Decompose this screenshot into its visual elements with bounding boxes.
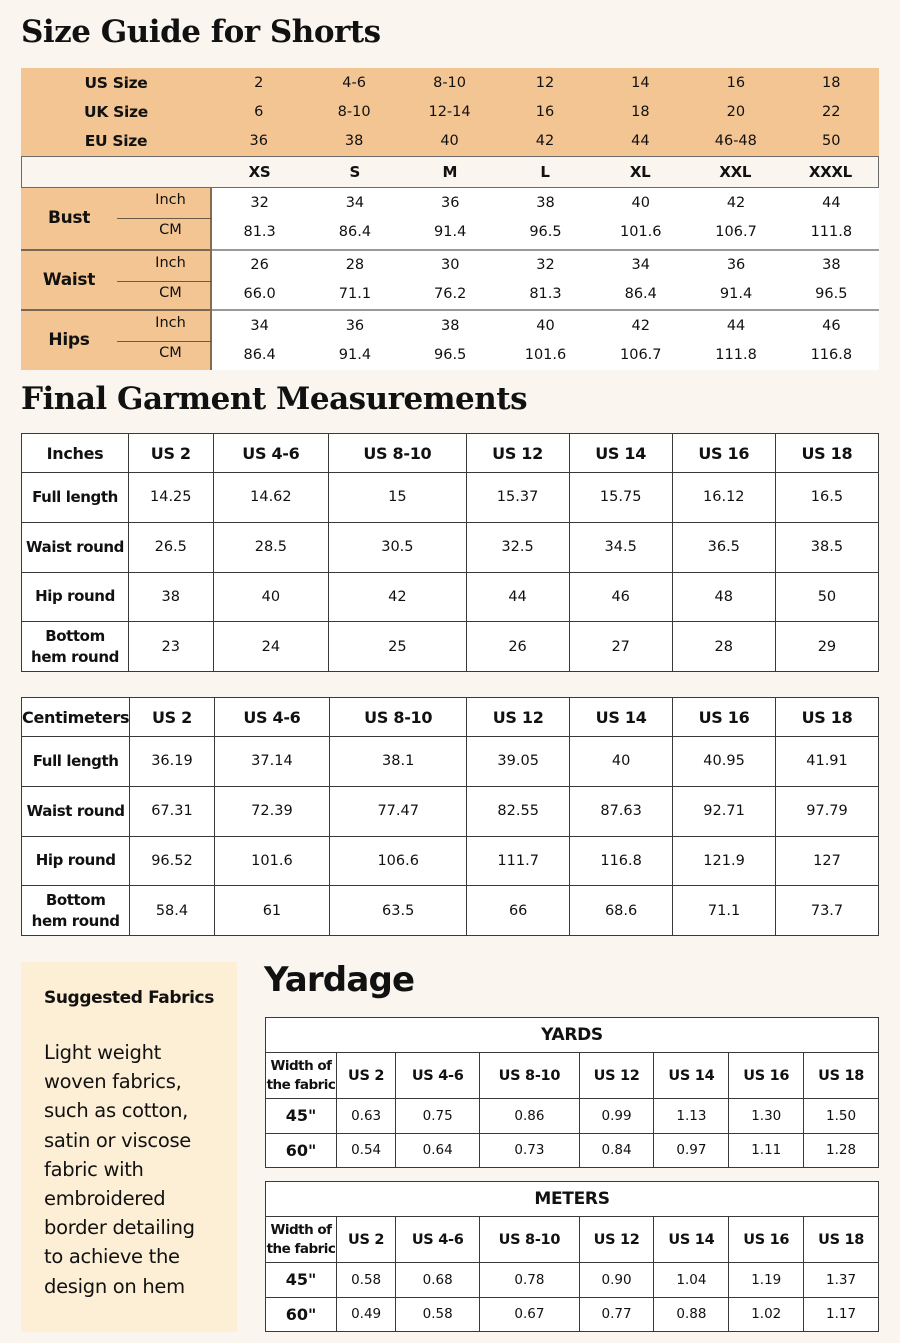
width-header	[266, 1217, 337, 1263]
unit-inch-label: Inch	[155, 192, 186, 208]
table-caption: METERS	[266, 1182, 879, 1217]
size-guide-title: Size Guide for Shorts	[21, 14, 381, 50]
unit-inch-label: Inch	[155, 315, 186, 331]
size-system-row	[21, 68, 879, 97]
size-value: 40	[440, 133, 459, 150]
measurement-value: 44	[822, 194, 841, 211]
measurement-value: 91.4	[719, 286, 753, 302]
cell-value: 28.5	[213, 522, 329, 572]
cell-value: 0.99	[579, 1099, 654, 1134]
measurement-value: 111.8	[715, 346, 757, 363]
size-header: US 2	[337, 1217, 396, 1263]
size-value: 50	[822, 133, 841, 150]
row-label: Waist round	[22, 786, 130, 836]
cell-value: 1.13	[654, 1099, 729, 1134]
size-header: US 16	[672, 434, 775, 473]
row-label	[22, 886, 130, 936]
cell-value: 0.58	[396, 1297, 480, 1332]
size-system-row	[21, 97, 879, 126]
width-header	[266, 1053, 337, 1099]
measurement-value: 106.7	[620, 346, 662, 363]
letter-size: XXL	[719, 163, 752, 181]
size-value: 8-10	[337, 103, 371, 120]
measurement-value: 36	[440, 194, 460, 211]
size-header: US 18	[804, 1053, 879, 1099]
size-header: US 14	[569, 434, 672, 473]
cell-value: 106.6	[330, 836, 467, 886]
cell-value: 14.25	[129, 473, 214, 523]
cell-value: 26.5	[129, 522, 214, 572]
unit-divider	[117, 281, 212, 282]
size-header: US 18	[804, 1217, 879, 1263]
table-row	[266, 1133, 879, 1168]
size-system-label: US Size	[84, 73, 148, 92]
measurement-value: 86.4	[624, 286, 657, 302]
cell-value: 0.90	[579, 1263, 654, 1298]
measurement-value: 42	[631, 317, 650, 334]
cell-value: 0.73	[480, 1133, 580, 1168]
cell-value: 111.7	[467, 836, 570, 886]
measurement-labels	[21, 188, 212, 370]
measurement-value: 32	[536, 257, 555, 273]
cell-value: 1.02	[729, 1297, 804, 1332]
size-header: US 4-6	[213, 434, 329, 473]
size-value: 14	[631, 74, 650, 91]
cell-value: 40	[570, 737, 673, 787]
row-label: Waist round	[22, 522, 129, 572]
cell-value: 42	[329, 572, 466, 622]
cell-value: 58.4	[130, 886, 214, 936]
unit-cm-label: CM	[159, 284, 182, 301]
cell-value: 1.04	[654, 1263, 729, 1298]
measurement-row-inch	[212, 251, 879, 280]
measurement-value: 111.8	[810, 223, 853, 240]
cell-value: 25	[329, 622, 466, 672]
measurement-value: 91.4	[434, 223, 467, 240]
measurement-value: 42	[726, 194, 746, 211]
cell-value: 66	[467, 886, 570, 936]
measurement-row-cm	[212, 217, 879, 246]
fabric-width: 45"	[266, 1099, 337, 1134]
row-label-line: hem round	[31, 647, 119, 666]
measurement-value: 106.7	[715, 223, 757, 240]
size-header: US 2	[337, 1053, 396, 1099]
measurement-group-hips	[21, 309, 210, 370]
measurement-name: Waist	[42, 269, 96, 290]
table-row	[22, 572, 879, 622]
cell-value: 0.88	[654, 1297, 729, 1332]
size-header: US 8-10	[330, 698, 467, 737]
size-header: US 18	[776, 698, 879, 737]
caption-row	[266, 1018, 879, 1053]
cell-value: 1.11	[729, 1133, 804, 1168]
cell-value: 46	[569, 572, 672, 622]
measurement-value: 38	[440, 317, 460, 334]
cell-value: 27	[569, 622, 672, 672]
measurement-value: 30	[440, 257, 460, 273]
size-value: 42	[535, 133, 555, 150]
measurement-row-inch	[212, 311, 879, 340]
size-header: US 8-10	[480, 1053, 580, 1099]
cell-value: 15	[329, 473, 466, 523]
cell-value: 67.31	[130, 786, 214, 836]
measurement-value: 32	[250, 194, 269, 211]
measurement-value: 116.8	[810, 346, 853, 363]
size-header: US 4-6	[396, 1217, 480, 1263]
size-header: US 14	[654, 1053, 729, 1099]
garment-inches-table	[21, 433, 879, 672]
letter-size: XXXL	[808, 163, 852, 181]
table-row	[22, 737, 879, 787]
cell-value: 77.47	[330, 786, 467, 836]
cell-value: 96.52	[130, 836, 214, 886]
cell-value: 36.5	[672, 522, 775, 572]
cell-value: 61	[214, 886, 330, 936]
cell-value: 1.37	[804, 1263, 879, 1298]
size-value: 12	[535, 74, 555, 91]
cell-value: 68.6	[570, 886, 673, 936]
row-label-line: Bottom	[45, 890, 106, 909]
yardage-title: Yardage	[264, 960, 415, 1000]
suggested-fabrics-heading: Suggested Fabrics	[44, 988, 214, 1008]
cell-value: 0.49	[337, 1297, 396, 1332]
size-value: 20	[726, 103, 746, 120]
measurement-value: 38	[536, 194, 555, 211]
row-label: Hip round	[22, 836, 130, 886]
cell-value: 30.5	[329, 522, 466, 572]
measurement-value: 96.5	[434, 346, 467, 363]
unit-cm-label: CM	[159, 345, 182, 361]
suggested-fabrics-panel	[21, 962, 237, 1332]
measurement-name: Bust	[47, 208, 91, 229]
cell-value: 39.05	[467, 737, 570, 787]
measurement-values-bust	[212, 188, 879, 249]
cell-value: 40	[213, 572, 329, 622]
size-value: 46-48	[714, 133, 757, 150]
width-header-line: the fabric	[266, 1240, 336, 1257]
measurement-value: 36	[345, 317, 365, 334]
measurement-value: 34	[631, 257, 650, 273]
caption-row	[266, 1182, 879, 1217]
size-header: US 12	[466, 434, 569, 473]
measurement-value: 101.6	[620, 223, 662, 240]
letter-size: XS	[248, 163, 271, 181]
cell-value: 0.86	[480, 1099, 580, 1134]
measurement-name: Hips	[48, 330, 90, 351]
cell-value: 28	[672, 622, 775, 672]
letter-size: S	[349, 163, 360, 181]
measurement-value: 71.1	[338, 286, 372, 302]
fabric-width: 60"	[266, 1133, 337, 1168]
size-header: US 14	[570, 698, 673, 737]
cell-value: 36.19	[130, 737, 214, 787]
yardage-yards-table	[265, 1017, 879, 1168]
cell-value: 16.5	[775, 473, 878, 523]
garment-centimeters-table	[21, 697, 879, 936]
unit-inch-label: Inch	[155, 254, 186, 271]
measurement-row-cm	[212, 280, 879, 309]
measurement-value: 96.5	[815, 286, 848, 302]
letter-size: L	[540, 163, 550, 181]
table-row	[22, 886, 879, 936]
row-label	[22, 622, 129, 672]
size-header: US 4-6	[214, 698, 330, 737]
size-header: US 4-6	[396, 1053, 480, 1099]
cell-value: 82.55	[467, 786, 570, 836]
cell-value: 0.54	[337, 1133, 396, 1168]
cell-value: 1.30	[729, 1099, 804, 1134]
cell-value: 73.7	[776, 886, 879, 936]
measurement-value: 81.3	[243, 223, 276, 240]
table-row	[22, 836, 879, 886]
measurement-value: 34	[345, 194, 365, 211]
cell-value: 121.9	[673, 836, 776, 886]
unit-header: Centimeters	[22, 698, 130, 737]
cell-value: 0.84	[579, 1133, 654, 1168]
cell-value: 0.67	[480, 1297, 580, 1332]
measurement-values-waist	[212, 249, 879, 310]
unit-divider	[117, 218, 212, 219]
table-row	[266, 1099, 879, 1134]
cell-value: 1.17	[804, 1297, 879, 1332]
cell-value: 101.6	[214, 836, 330, 886]
fabric-width: 60"	[266, 1297, 337, 1332]
header-row	[22, 698, 879, 737]
table-row	[22, 622, 879, 672]
cell-value: 1.50	[804, 1099, 879, 1134]
size-header: US 8-10	[329, 434, 466, 473]
letter-size-row	[21, 156, 879, 188]
header-row	[266, 1053, 879, 1099]
size-value: 36	[249, 133, 268, 150]
size-header: US 12	[467, 698, 570, 737]
table-row	[22, 522, 879, 572]
size-header: US 2	[130, 698, 214, 737]
cell-value: 32.5	[466, 522, 569, 572]
size-header: US 16	[729, 1217, 804, 1263]
size-value: 4-6	[342, 74, 366, 91]
unit-divider	[117, 341, 212, 342]
cell-value: 15.75	[569, 473, 672, 523]
size-conversion-header	[21, 68, 879, 156]
suggested-fabrics-text: Light weight woven fabrics, such as cotton, satin or viscose fabric with embroidered border detailing to achieve the design on hem	[44, 1041, 195, 1298]
table-caption: YARDS	[266, 1018, 879, 1053]
size-value: 2	[254, 74, 264, 91]
cell-value: 0.77	[579, 1297, 654, 1332]
cell-value: 16.12	[672, 473, 775, 523]
cell-value: 38	[129, 572, 214, 622]
cell-value: 0.63	[337, 1099, 396, 1134]
cell-value: 0.78	[480, 1263, 580, 1298]
fabric-width: 45"	[266, 1263, 337, 1298]
measurement-value: 101.6	[524, 346, 567, 363]
measurement-row-cm	[212, 340, 879, 369]
measurement-value: 76.2	[434, 286, 467, 302]
size-header: US 14	[654, 1217, 729, 1263]
size-value: 38	[344, 133, 364, 150]
cell-value: 29	[775, 622, 878, 672]
table-row	[266, 1297, 879, 1332]
cell-value: 116.8	[570, 836, 673, 886]
width-header-line: Width of	[270, 1221, 332, 1238]
measurement-value: 36	[726, 257, 746, 273]
unit-header: Inches	[22, 434, 129, 473]
size-header: US 8-10	[480, 1217, 580, 1263]
garment-measurements-title: Final Garment Measurements	[21, 381, 528, 417]
measurement-value: 81.3	[529, 286, 562, 302]
size-value: 22	[822, 103, 841, 120]
width-header-line: the fabric	[266, 1076, 336, 1093]
letter-size: M	[442, 163, 458, 181]
size-header: US 12	[579, 1053, 654, 1099]
cell-value: 37.14	[214, 737, 330, 787]
cell-value: 38.5	[775, 522, 878, 572]
cell-value: 23	[129, 622, 214, 672]
measurement-group-bust	[21, 188, 210, 249]
measurement-group-waist	[21, 249, 210, 310]
cell-value: 0.75	[396, 1099, 480, 1134]
cell-value: 127	[776, 836, 879, 886]
size-system-label: EU Size	[84, 132, 148, 151]
size-value: 12-14	[428, 103, 471, 120]
table-row	[266, 1263, 879, 1298]
measurement-value: 44	[726, 317, 746, 334]
cell-value: 15.37	[466, 473, 569, 523]
size-header: US 16	[729, 1053, 804, 1099]
cell-value: 0.97	[654, 1133, 729, 1168]
cell-value: 0.68	[396, 1263, 480, 1298]
measurement-value: 28	[345, 257, 365, 273]
size-header: US 2	[129, 434, 214, 473]
measurement-row-inch	[212, 188, 879, 217]
size-header: US 16	[673, 698, 776, 737]
cell-value: 0.58	[337, 1263, 396, 1298]
size-value: 18	[631, 103, 650, 120]
cell-value: 1.19	[729, 1263, 804, 1298]
cell-value: 44	[466, 572, 569, 622]
cell-value: 50	[775, 572, 878, 622]
cell-value: 1.28	[804, 1133, 879, 1168]
measurement-value: 66.0	[243, 286, 276, 302]
row-label-line: hem round	[31, 911, 120, 930]
size-guide-table	[21, 68, 879, 370]
cell-value: 48	[672, 572, 775, 622]
unit-cm-label: CM	[159, 222, 182, 238]
row-label-line: Bottom	[45, 626, 105, 645]
measurement-value: 40	[536, 317, 555, 334]
size-value: 8-10	[433, 74, 467, 91]
measurement-value: 96.5	[529, 223, 562, 240]
size-value: 44	[631, 133, 650, 150]
cell-value: 41.91	[776, 737, 879, 787]
measurement-value: 38	[822, 257, 841, 273]
measurement-value: 34	[250, 317, 269, 334]
cell-value: 87.63	[570, 786, 673, 836]
letter-size: XL	[629, 163, 651, 181]
width-header-line: Width of	[270, 1057, 332, 1074]
measurement-value: 86.4	[338, 223, 372, 240]
size-header: US 18	[775, 434, 878, 473]
measurement-value: 91.4	[338, 346, 372, 363]
header-row	[266, 1217, 879, 1263]
cell-value: 63.5	[330, 886, 467, 936]
table-row	[22, 473, 879, 523]
cell-value: 97.79	[776, 786, 879, 836]
measurement-value: 46	[822, 317, 841, 334]
row-label: Full length	[22, 737, 130, 787]
header-row	[22, 434, 879, 473]
size-value: 18	[822, 74, 841, 91]
measurement-values	[212, 188, 879, 370]
cell-value: 0.64	[396, 1133, 480, 1168]
cell-value: 34.5	[569, 522, 672, 572]
size-header: US 12	[579, 1217, 654, 1263]
cell-value: 24	[213, 622, 329, 672]
yardage-meters-table	[265, 1181, 879, 1332]
cell-value: 71.1	[673, 886, 776, 936]
size-value: 16	[535, 103, 555, 120]
size-value: 6	[254, 103, 264, 120]
cell-value: 40.95	[673, 737, 776, 787]
body-measurements	[21, 188, 879, 370]
row-label: Hip round	[22, 572, 129, 622]
cell-value: 92.71	[673, 786, 776, 836]
size-system-row	[21, 127, 879, 156]
measurement-value: 40	[631, 194, 650, 211]
measurement-value: 26	[250, 257, 269, 273]
table-row	[22, 786, 879, 836]
size-value: 16	[726, 74, 746, 91]
measurement-values-hips	[212, 309, 879, 370]
cell-value: 38.1	[330, 737, 467, 787]
row-label: Full length	[22, 473, 129, 523]
cell-value: 14.62	[213, 473, 329, 523]
measurement-value: 86.4	[243, 346, 276, 363]
cell-value: 72.39	[214, 786, 330, 836]
size-system-label: UK Size	[84, 102, 148, 121]
cell-value: 26	[466, 622, 569, 672]
